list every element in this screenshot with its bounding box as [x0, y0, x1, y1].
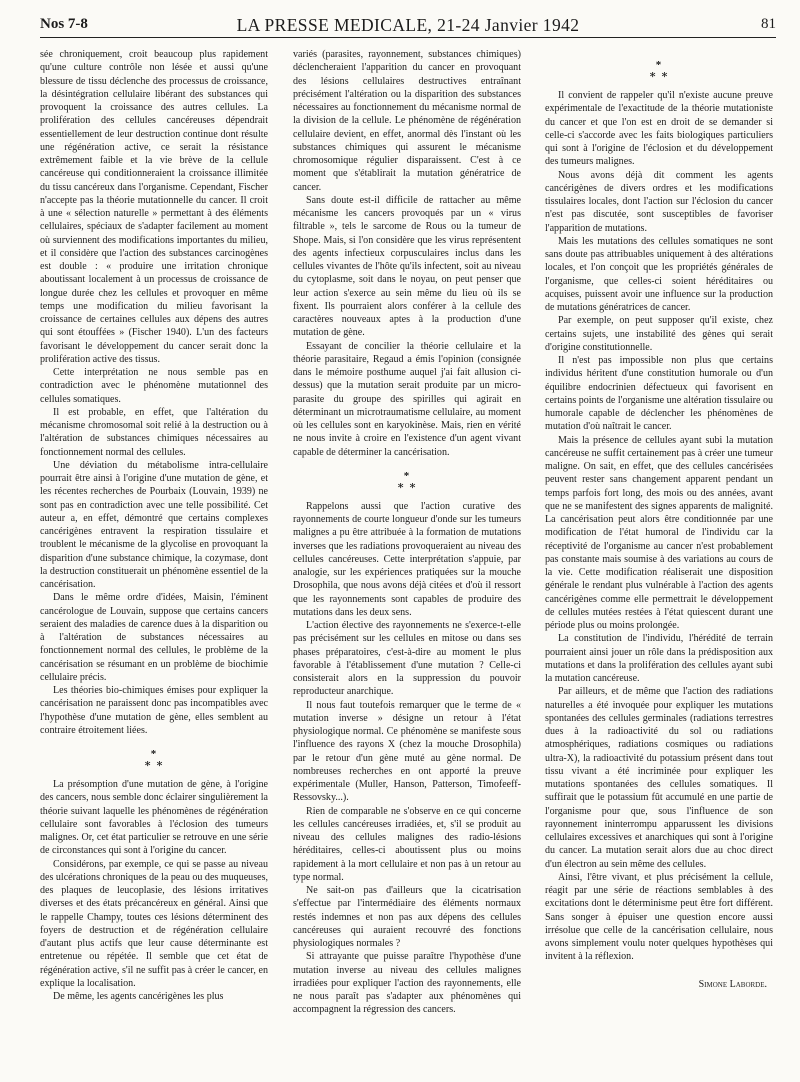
issue-number: Nos 7-8 [40, 16, 88, 32]
page-header [40, 12, 776, 38]
section-separator [293, 471, 521, 491]
page-number: 81 [761, 16, 776, 32]
paragraph: Considérons, par exemple, ce qui se passe au niveau des ulcérations chroniques de la peau ou des muqueuses, des plaques de leucoplasie, des lésions irritatives diverses et des états précancéreux en général. Ainsi que le rappelle Champy, toutes ces lésions déterminent des foyers de destruction et de régénération cellulaire d'autant plus actifs que leur cause déterminante est entretenue ou répétée. Il semble que cet état de régénération active, s'il ne suffit pas à créer le cancer, en explique la localisation. [40, 858, 268, 989]
text-column-left [40, 48, 268, 1003]
paragraph: La présomption d'une mutation de gène, à l'origine des cancers, nous semble donc éclairer singulièrement la théorie suivant laquelle les phénomènes de régénération cellulaire sont favorables à l'éclosion des tumeurs malignes. Or, cet état particulier se retrouve en une série de circonstances qui sont à l'origine du cancer. [40, 779, 268, 857]
paragraph: Par ailleurs, et de même que l'action des radiations naturelles a été invoquée pour expliquer les mutations spontanées des cellules germinales (radiations terrestres dues à la radioactivité du sol ou radiations atmosphériques, radiations cosmiques ou radiations ultra-X), la radioactivité du potassium présent dans tout tissu vivant a été incriminée pour expliquer les mutations spontanées des cellules somatiques. Il suffirait que le potassium fût accumulé en une partie de l'organisme pour que, sous l'influence de son rayonnement ininterrompu apparussent les divisions cellulaires excessives et anarchiques qui sont à l'origine du cancer. La mutation serait alors due au choc direct d'un électron au sein même des cellules. [545, 686, 773, 870]
header-rule [40, 37, 776, 38]
paragraph: Cette interprétation ne nous semble pas en contradiction avec le phénomène mutationnel des cellules somatiques. [40, 367, 268, 405]
paragraph: Rappelons aussi que l'action curative des rayonnements de courte longueur d'onde sur les tumeurs malignes a pu être attribuée à la formation de mutations inverses que les radiations provoqueraient au niveau des cellules cancéreuses. Cette interprétation s'appuie, par analogie, sur les expériences pratiquées sur la mouche Drosophila, que nous avons déjà citées et d'où il ressort que les rayonnements sont capables de produire des mutations dans les deux sens. [293, 500, 521, 618]
paragraph: Il convient de rappeler qu'il n'existe aucune preuve expérimentale de l'exactitude de la théorie mutationiste du cancer et que l'on est en droit de se demander si celle-ci s'accorde avec les faits biologiques particuliers qui sont à l'origine de l'éclosion et du développement des tumeurs malignes. [545, 90, 773, 168]
paragraph: Mais la présence de cellules ayant subi la mutation cancéreuse ne suffit certainement pas à créer une tumeur maligne. On sait, en effet, que des cellules cancérisées peuvent rester sans changement apparent pendant un temps parfois fort long, des mois ou des années, avant que ne se manifestent des signes apparents de malignité. La cancérisation peut alors être conditionnée par une modification de l'état humoral de l'individu car la réceptivité de l'organisme au cancer n'est probablement pas constante mais soumise à des variations au cours de la vie. Cette modification réaliserait une disposition générale le rendant plus vulnérable à l'action des agents cancérigènes comme elle permettrait le développement de cellules mutées restées à l'état quiescent durant une période plus ou moins prolongée. [545, 434, 773, 631]
separator-stars-decoration: ∗ ∗ [396, 479, 418, 492]
paragraph: sée chroniquement, croit beaucoup plus rapidement qu'une culture contrôle non lésée et aussi qu'une blessure de tissu déclenche des processus de croissance, la désintégration cellulaire libérant des substances qui provoquent la croissance des autres cellules. La prolifération des cellules cancéreuses dépendrait essentiellement de leur destruction continue dont résulte une régénération active, ce serait la résistance extrêmement faible et la vie brève de la cellule cancéreuse qui conditionneraient la croissance illimitée du tissu cancéreux dans l'organisme. Cependant, Fischer n'accepte pas la théorie mutationnelle du cancer. Il croit à une « sélection naturelle » permettant à des éléments cellulaires, spéciaux de s'adapter facilement au moment où surviennent des modifications importantes du milieu, et il considère que l'action des substances carcinogènes est double : « produire une irritation chronique aboutissant localement à un processus de croissance de longue durée chez les cellules et provoquer en même temps une modification du milieu favorisant la croissance de certaines cellules aux dépens des autres qui sont étouffées » (Fischer 1940). L'un des facteurs favorisant le développement du cancer serait donc la prolifération active des tissus. [40, 49, 268, 365]
paragraph: L'action élective des rayonnements ne s'exerce-t-elle pas précisément sur les cellules en mitose ou dans ses phases préparatoires, c'est-à-dire au moment le plus favorable à l'établissement d'une mutation ? Celle-ci consisterait alors en la suppression du pouvoir reproducteur anarchique. [293, 620, 521, 698]
paragraph: De même, les agents cancérigènes les plus [53, 991, 224, 1002]
journal-title: LA PRESSE MEDICALE, 21-24 Janvier 1942 [236, 15, 580, 35]
paragraph: Une déviation du métabolisme intra-cellulaire pourrait être ainsi à l'origine d'une mutation de gène, et les récentes recherches de Pourbaix (Louvain, 1939) ne sont pas en contradiction avec une telle possibilité. Cet auteur a, en effet, démontré que certains complexes cancérigènes entravent la respiration tissulaire et troublent le mécanisme de la glycolise en provoquant la disparition d'une substance chimique, la cozymase, dont la destruction constituerait un phénomène essentiel de la cancérisation. [40, 459, 268, 590]
paragraph: Il n'est pas impossible non plus que certains individus héritent d'une constitution humorale ou d'un équilibre endocrinien défectueux qui favorisent en certains points de l'organisme une altération tissulaire ou humorale capable de déclencher les phénomènes de mutation d'où naîtrait le cancer. [545, 355, 773, 433]
text-column-right [545, 48, 773, 991]
separator-star: * [403, 469, 411, 482]
separator-star: * [655, 59, 663, 71]
paragraph: La constitution de l'individu, l'hérédité de terrain pourraient ainsi jouer un rôle dans la prédisposition aux mutations et dans la prolifération des cellules ayant subi la mutation cancéreuse. [545, 633, 773, 684]
paragraph: Ne sait-on pas d'ailleurs que la cicatrisation s'effectue par l'intermédiaire des éléments normaux restés indemnes et non pas aux dépens des cellules cancéreuses qui auraient recouvré des fonctions physiologiques normales ? [293, 885, 521, 949]
paragraph: Si attrayante que puisse paraître l'hypothèse d'une mutation inverse au niveau des cellules malignes irradiées pour expliquer l'action des rayonnements, elle ne nous paraît pas s'adapter aux phénomènes qui accompagnent la régression des cancers. [293, 951, 521, 1016]
paragraph: Nous avons déjà dit comment les agents cancérigènes de divers ordres et les modifications tissulaires locales, dont l'action sur l'éclosion du cancer n'est pas discutée, sont susceptibles de favoriser l'apparition de mutations. [545, 169, 773, 234]
paragraph: Mais les mutations des cellules somatiques ne sont sans doute pas attribuables uniquement à des altérations locales, et l'on conçoit que les propriétés générales de l'organisme, que celles-ci soient héréditaires ou acquises, puissent avoir une influence sur la production de mutations génératrices de cancer. [545, 235, 773, 313]
paragraph: Les théories bio-chimiques émises pour expliquer la cancérisation ne paraissent donc pas incompatibles avec l'hypothèse d'une mutation de gène, elles semblent au contraire étroitement liées. [40, 685, 268, 736]
paragraph: Il nous faut toutefois remarquer que le terme de « mutation inverse » désigne un retour à l'état physiologique normal. Ce phénomène se manifeste sous l'influence des rayons X (chez la mouche Drosophila) par le retour d'un gène muté au gène normal. De nombreuses recherches en ont apporté la preuve expérimentale (Muller, Hanson, Patterson, Timofeeff-Ressovsky...). [293, 699, 521, 804]
paragraph: Il est probable, en effet, que l'altération du mécanisme chromosomal soit relié à la destruction ou à l'altération de substances chimiques nécessaires au fonctionnement normal des cellules. [40, 406, 268, 458]
paragraph: variés (parasites, rayonnement, substances chimiques) déclencheraient l'apparition du cancer en provoquant des lésions cellulaires destructives entraînant précisément l'altération ou la disparition des substances nécessaires au fonctionnement du mécanisme normal de la division de la cellule. Le phénomène de régénération cellulaire devient, en effet, anormal dès l'instant où les substances chimiques qui assurent le mécanisme chromosomique régulier disparaissent. C'est à ce moment que s'établirait la mutation génératrice de cancer. [293, 49, 521, 193]
paragraph: Par exemple, on peut supposer qu'il existe, chez certains sujets, une instabilité des gènes qui serait d'origine constitutionnelle. [545, 315, 773, 353]
paragraph: Sans doute est-il difficile de rattacher au même mécanisme les cancers provoqués par un « virus filtrable », tels le sarcome de Rous ou la tumeur de Shope. Mais, si l'on considère que les virus représentent des agents infectieux corpusculaires inclus dans les cellules vivantes de l'hôte qu'ils infectent, soit au niveau du cytoplasme, soit dans le noyau, on peut penser que leur action s'exerce au sein même du lieu où ils se fixent. Ils pourraient alors conférer à la cellule des caractères nouveaux aptes à la production d'une mutation de gène. [293, 194, 521, 339]
separator-stars-decoration: ∗ ∗ [648, 69, 670, 81]
section-separator [545, 60, 773, 80]
author-signature: Simone Laborde. [698, 978, 767, 990]
section-separator [40, 749, 268, 769]
paragraph: Essayant de concilier la théorie cellulaire et la théorie parasitaire, Regaud a émis l'opinion (consignée dans le mémoire posthume auquel j'ai fait allusion ci-dessus) que la mutation serait produite par un micro-parasite du groupe des spirilles qui agirait en déterminant un microtraumatisme cellulaire, au moment où les cellules sont en karyokinèse. Mais, rien en vérité ne nous invite à croire en l'existence d'un agent vivant capable de déterminer la cancérisation. [293, 340, 521, 458]
separator-stars-decoration: ∗ ∗ [143, 758, 165, 770]
paragraph: Rien de comparable ne s'observe en ce qui concerne les cellules cancéreuses irradiées, et, s'il se produit au niveau des cellules malignes des radio-lésions héréditaires, celles-ci aboutissent plus ou moins rapidement à la mort cellulaire et non pas à un retour au type normal. [293, 805, 521, 883]
paragraph: Ainsi, l'être vivant, et plus précisément la cellule, réagit par une série de réactions semblables à des excitations dont le déterminisme peut être fort différent. Sans songer à épuiser une question encore aussi irrésolue que celle de la cancérisation cellulaire, nous avons simplement voulu noter quelques hypothèses qui invitent à la réflexion. [545, 871, 773, 963]
paragraph: Dans le même ordre d'idées, Maisin, l'éminent cancérologue de Louvain, suppose que certains cancers seraient des maladies de carence dues à la disparition ou à l'altération de substances nécessaires au fonctionnement normal des cellules, le problème de la cancérisation se résumant en un problème de biochimie cellulaire précis. [40, 592, 268, 683]
text-column-middle [293, 48, 521, 1017]
separator-star: * [150, 748, 158, 760]
